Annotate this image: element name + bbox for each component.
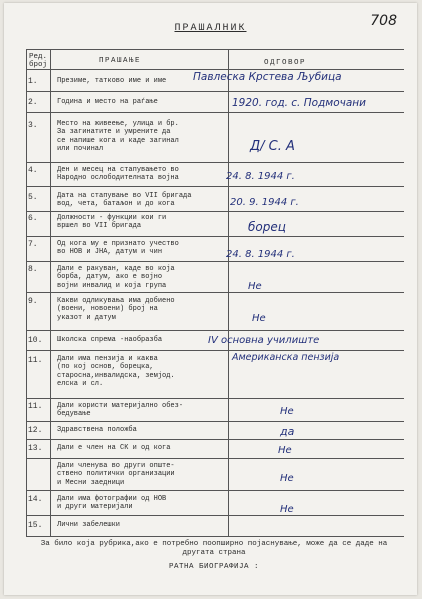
row-number: 1.: [28, 77, 38, 86]
row-number: 9.: [28, 297, 38, 306]
row-divider: [26, 261, 404, 262]
answer-text: 20. 9. 1944 г.: [230, 197, 299, 208]
question-text: Дали има фотографии од НОВ и други материјали: [57, 495, 167, 512]
row-number: 15.: [28, 521, 43, 530]
question-text: Дали е член на СК и од кога: [57, 444, 171, 452]
row-number: 11.: [28, 356, 43, 365]
row-divider: [26, 439, 404, 440]
row-divider: [26, 421, 404, 422]
row-number: 14.: [28, 495, 43, 504]
table-top-border: [26, 49, 404, 50]
question-text: Здравствена положба: [57, 426, 137, 434]
row-number: 6.: [28, 214, 38, 223]
row-divider: [26, 330, 404, 331]
row-divider: [26, 91, 404, 92]
answer-text: Не: [280, 473, 294, 484]
answer-text: 1920. год. с. Подмочани: [232, 97, 366, 109]
answer-text: Не: [278, 445, 292, 456]
question-text: Лични забелешки: [57, 521, 121, 529]
row-number: 3.: [28, 121, 38, 130]
row-divider: [26, 515, 404, 516]
column-header-question: ПРАШАЊЕ: [99, 57, 142, 65]
answer-text: борец: [248, 220, 286, 234]
questionnaire-page: [4, 3, 417, 595]
question-text: Од кога му е признато учество во НОВ и ЈНА, датум и чин: [57, 240, 179, 257]
row-divider: [26, 236, 404, 237]
row-number: 4.: [28, 166, 38, 175]
question-text: Школска спрема -наобразба: [57, 336, 163, 344]
answer-text: Не: [248, 281, 262, 292]
row-divider: [26, 350, 404, 351]
row-number: 5.: [28, 193, 38, 202]
question-text: Година и место на раѓање: [57, 98, 158, 106]
answer-text: Не: [280, 406, 294, 417]
table-bottom-border: [26, 536, 404, 537]
answer-text: Павлеска Крстева Љубица: [193, 71, 342, 83]
row-divider: [26, 211, 404, 212]
question-text: Должности - функции кои ги вршел во VII бригада: [57, 214, 167, 231]
question-text: Место на живеење, улица и бр. За загинатите и умрените да се напише кога и каде загинал или починал: [57, 120, 179, 154]
row-divider: [26, 112, 404, 113]
question-text: Какви одликувања има добиено (воени, новоени) број на указот и датум: [57, 297, 175, 322]
answer-text: Не: [280, 504, 294, 515]
question-text: Ден и месец на стапувањето во Народно ослободителната војна: [57, 166, 179, 183]
row-divider: [26, 186, 404, 187]
row-number: 11.: [28, 402, 43, 411]
handwritten-annotation: Д/ С. А: [250, 139, 295, 154]
row-divider: [26, 398, 404, 399]
answer-text: Не: [252, 313, 266, 324]
row-divider: [26, 162, 404, 163]
row-divider: [26, 292, 404, 293]
row-number: 13.: [28, 444, 43, 453]
row-number: 8.: [28, 265, 38, 274]
answer-text: 24. 8. 1944 г.: [226, 249, 295, 260]
footer-note: За било која рубрика,ако е потребно поопширно појаснување, може да се даде на другата страна: [40, 540, 388, 557]
question-text: Дали е ракуван, каде во која борба, датум, ако е војно војни инвалид и која група: [57, 265, 175, 290]
column-header-answer: ОДГОВОР: [264, 59, 307, 67]
answer-text: IV основна училиште: [208, 335, 320, 346]
row-divider: [26, 458, 404, 459]
row-number: 7.: [28, 240, 38, 249]
question-text: Дата на стапување во VII бригада вод, чета, батаљон и до кога: [57, 192, 192, 209]
row-number: 10.: [28, 336, 43, 345]
column-header-number: Ред. број: [29, 53, 48, 69]
answer-text: 24. 8. 1944 г.: [226, 171, 295, 182]
row-number: 2.: [28, 98, 38, 107]
question-text: Дали членува во други опште- ствено политички организации и Месни заедници: [57, 462, 175, 487]
question-text: Дали има пензија и каква (по кој основ, борецка, старосна,инвалидска, земјод. елска и сл.: [57, 355, 175, 389]
question-text: Презиме, татково име и име: [57, 77, 167, 85]
footer-section-title: РАТНА БИОГРАФИЈА :: [168, 563, 259, 571]
question-text: Дали користи материјално обез- бедување: [57, 402, 184, 419]
table-header-border: [26, 69, 404, 70]
row-divider: [26, 490, 404, 491]
answer-text: да: [280, 425, 295, 438]
page-number: 708: [370, 13, 397, 29]
answer-text: Американска пензија: [232, 352, 340, 363]
row-number: 12.: [28, 426, 43, 435]
page-title: ПРАШАЛНИК: [174, 23, 247, 34]
